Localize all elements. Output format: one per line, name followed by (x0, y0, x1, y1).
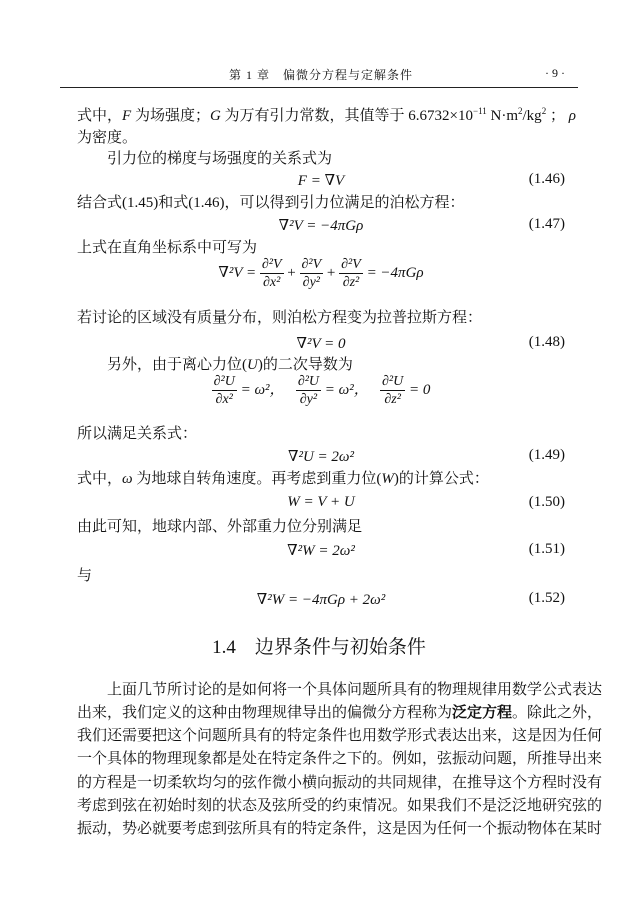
paragraph-line: 的方程是一切柔软均匀的弦作微小横向振动的共同规律，在推导这个方程时没有 (77, 775, 603, 791)
paragraph-line: 振动，势必就要考虑到弦所具有的特定条件，这是因为任何一个振动物体在某时 (77, 821, 603, 837)
equation-1-48: ∇²V = 0 (296, 336, 346, 352)
paragraph-line: 与 (77, 568, 93, 584)
equation-1-52: ∇²W = −4πGρ + 2ω² (256, 592, 386, 608)
bold-term: 泛定方程 (452, 705, 513, 721)
paragraph-line: 引力位的梯度与场强度的关系式为 (107, 151, 333, 167)
paragraph-line: 一个具体的物理现象都是处在特定条件之下的。例如，弦振动问题，所推导出来 (77, 751, 603, 767)
paragraph-line: 若讨论的区域没有质量分布，则泊松方程变为拉普拉斯方程： (77, 310, 483, 326)
equation-number: (1.50) (528, 494, 565, 510)
equation-number: (1.51) (528, 541, 565, 557)
paragraph-line: 所以满足关系式： (77, 426, 198, 442)
paragraph-line: 由此可知，地球内部、外部重力位分别满足 (77, 519, 363, 535)
section-heading: 1.4 边界条件与初始条件 (212, 637, 426, 658)
chapter-title: 第 1 章 偏微分方程与定解条件 (228, 68, 413, 82)
paragraph-line: 结合式(1.45)和式(1.46)，可以得到引力位满足的泊松方程： (77, 195, 465, 211)
equation-1-46: F = ∇V (297, 173, 345, 189)
paragraph-line: 另外，由于离心力位(U)的二次导数为 (107, 357, 353, 373)
header-rule (60, 87, 578, 88)
equation-number: (1.47) (528, 216, 565, 232)
equation-number: (1.49) (528, 447, 565, 463)
paragraph-line: 出来，我们定义的这种由物理规律导出的偏微分方程称为泛定方程。除此之外， (77, 705, 603, 721)
paragraph-line: 考虑到弦在初始时刻的状态及弦所受的约束情况。如果我们不是泛泛地研究弦的 (77, 798, 603, 814)
paragraph-line: 式中，ω 为地球自转角速度。再考虑到重力位(W)的计算公式： (77, 471, 489, 487)
paragraph-line: 上面几节所讨论的是如何将一个具体问题所具有的物理规律用数学公式表达 (107, 682, 603, 698)
paragraph-line: 我们还需要把这个问题所具有的特定条件也用数学形式表达出来，这是因为任何 (77, 728, 603, 744)
equation-centrifugal: $\frac{\text{∂²U}}{\text{∂x²}}$ = ω²， $\frac{\text{∂²U}}{\text{∂y²}}$ = ω²， $\frac{\text{∂²U}}{\text{∂z²}}$ = 0 (213, 374, 431, 407)
equation-number: (1.52) (528, 590, 565, 606)
equation-1-51: ∇²W = 2ω² (287, 543, 355, 559)
paragraph-line: 为密度。 (77, 130, 138, 146)
paragraph-line: 上式在直角坐标系中可写为 (77, 240, 258, 256)
equation-cartesian: ∇²V = $\frac{\text{∂²V}}{\text{∂x²}}$ + $\frac{\text{∂²V}}{\text{∂y²}}$ + $\frac{\text{∂²V}}{\text{∂z²}}$ = −4πGρ (218, 257, 424, 290)
equation-number: (1.48) (528, 334, 565, 350)
equation-1-49: ∇²U = 2ω² (287, 449, 354, 465)
page-number: · 9 · (545, 66, 565, 80)
equation-number: (1.46) (528, 171, 565, 187)
equation-1-50: W = V + U (287, 494, 355, 510)
equation-1-47: ∇²V = −4πGρ (278, 218, 364, 234)
paragraph-line: 式中，F 为场强度；G 为万有引力常数，其值等于 $6.6732\times 10^{-11}$ $N\cdot m^2/kg^2$ ； ρ (77, 106, 576, 124)
